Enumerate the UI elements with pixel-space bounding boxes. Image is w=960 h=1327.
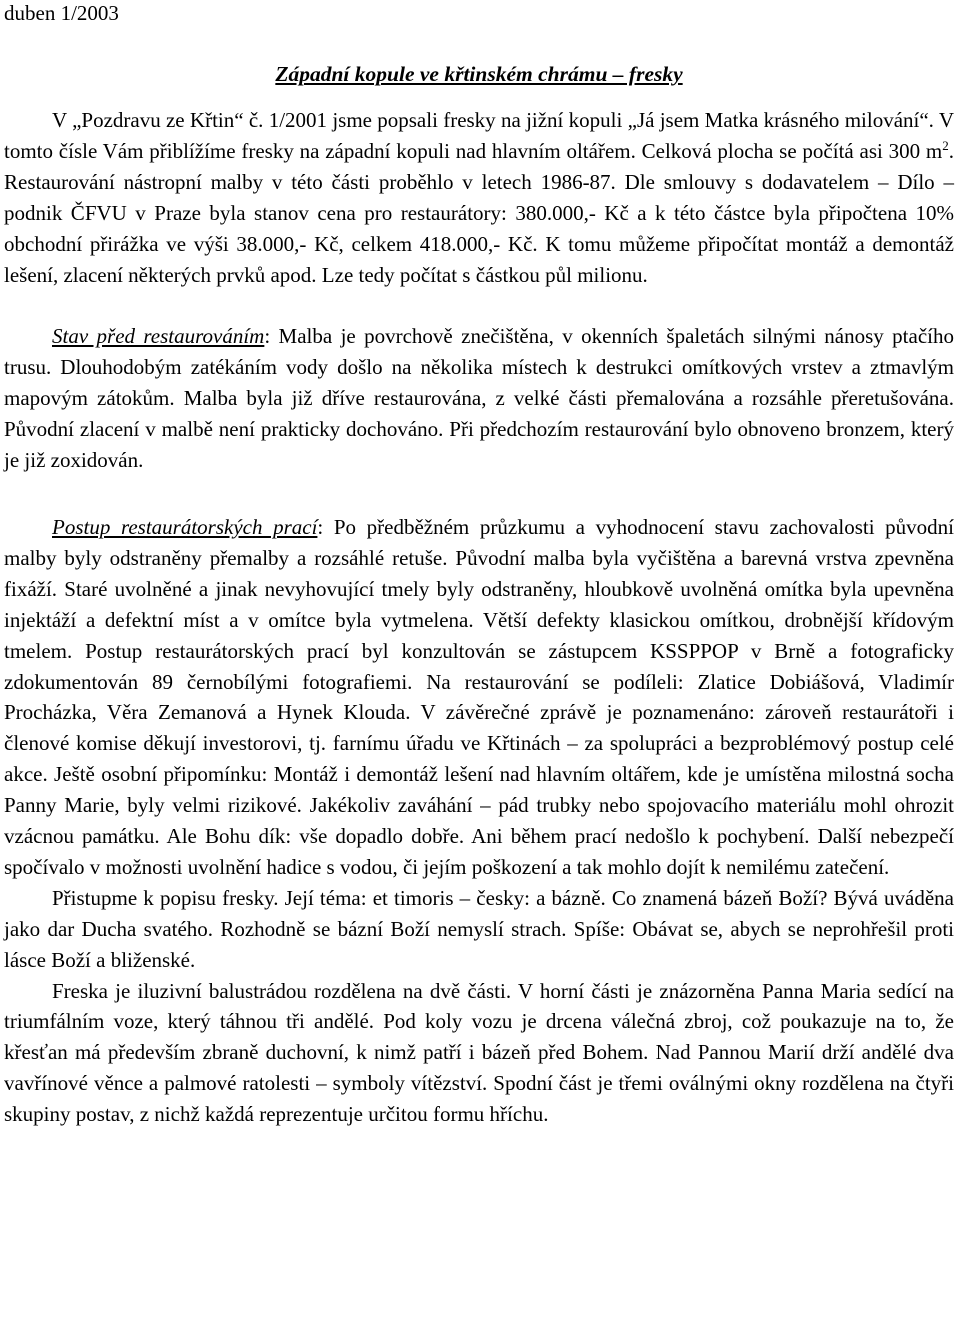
intro-text-1: V „Pozdravu ze Křtin“ č. 1/2001 jsme popsali fresky na jižní kopuli „Já jsem Matka krásného milování“. V tomto čísle Vám přiblížíme fresky na západní kopuli nad hlavním oltářem. Celková plocha se počítá asi 300 m	[4, 108, 954, 163]
paragraph-intro	[4, 105, 954, 290]
superscript-2: 2	[942, 137, 949, 153]
article-title: Západní kopule ve křtinském chrámu – fresky	[275, 62, 683, 86]
document-page	[4, 0, 954, 1130]
paragraph-fresco-description: Freska je iluzivní balustrádou rozdělena na dvě části. V horní části je znázorněna Panna Maria sedící na triumfálním voze, který táhnou tři andělé. Pod koly vozu je drcena válečná zbroj, což poukazuje na to, že křesťan má především zbraně duchovní, k nimž patří i bázeň před Bohem. Nad Pannou Marií drží andělé dva vavřínové věnce a palmové ratolesti – symboly vítězství. Spodní část je třemi oválnými okny rozdělena na čtyři skupiny postav, z nichž každá reprezentuje určitou formu hříchu.	[4, 978, 954, 1127]
condition-text: : Malba je povrchově znečištěna, v okenních špaletách silnými nánosy ptačího trusu. Dlouhodobým zatékáním vody došlo na několika místech k destrukci omítkových vrstev a ztmavlým mapovým zátokům. Malba byla již dříve restaurována, z velké části přemalována a rozsáhle přeretušována. Původní zlacení v malbě není prakticky dochováno. Při předchozím restaurování bylo obnoveno bronzem, který je již zoxidován.	[4, 324, 954, 473]
procedure-text: : Po předběžném průzkumu a vyhodnocení stavu zachovalosti původní malby byly odstraněny přemalby a rozsáhlé retuše. Původní malba byla vyčištěna a barevná vrstva zpevněna fixáží. Staré uvolněné a jinak nevyhovující tmely byly odstraněny, hloubkově uvolněná omítka byla upevněna injektáží a defektní míst a v omítce byla vytmelena. Větší defekty klasickou omítkou, drobnější křídovým tmelem. Postup restaurátorských prací byl konzultován se zástupcem KSSPPOP v Brně a fotograficky zdokumentován 89 černobílými fotografiemi. Na restaurování se podíleli: Zlatice Dobiášová, Vladimír Procházka, Věra Zemanová a Hynek Klouda. V závěrečné zprávě je poznamenáno: zároveň restaurátoři i členové komise děkují investorovi, tj. farnímu úřadu ve Křtinách – za spolupráci a bezproblémový postup celé akce. Ještě osobní připomínku: Montáž i demontáž lešení nad hlavním oltářem, kde je umístěna milostná socha Panny Marie, byly velmi rizikové. Jakékoliv zaváhání – pád trubky nebo spojovacího materiálu mohl ohrozit vzácnou památku. Ale Bohu dík: vše dopadlo dobře. Ani během prací nedošlo k pochybení. Další nebezpečí spočívalo v možnosti uvolnění hadice s vodou, či jejím poškození a tak mohlo dojít k nemilému zatečení.	[4, 514, 954, 879]
intro-text-2: . Restaurování nástropní malby v této části proběhlo v letech 1986-87. Dle smlouvy s dodavatelem – Dílo – podnik ČFVU v Praze byla stanov cena pro restaurátory: 380.000,- Kč a k této částce byla připočtena 10% obchodní přirážka ve výši 38.000,- Kč, celkem 418.000,- Kč. K tomu můžeme připočítat montáž a demontáž lešení, zlacení některých prvků apod. Lze tedy počítat s částkou půl milionu.	[4, 138, 954, 287]
paragraph-procedure	[4, 512, 954, 883]
procedure-heading: Postup restaurátorských prací	[52, 514, 318, 539]
condition-heading: Stav před restaurováním	[52, 324, 265, 349]
paragraph-condition	[4, 321, 954, 476]
paragraph-theme: Přistupme k popisu fresky. Její téma: et timoris – česky: a bázně. Co znamená bázeň Boží? Bývá uváděna jako dar Ducha svatého. Rozhodně se bázní Boží nemyslí strach. Spíše: Obávat se, abych se neprohřešil proti lásce Boží a bliženské.	[4, 885, 954, 972]
issue-date: duben 1/2003	[4, 1, 119, 25]
